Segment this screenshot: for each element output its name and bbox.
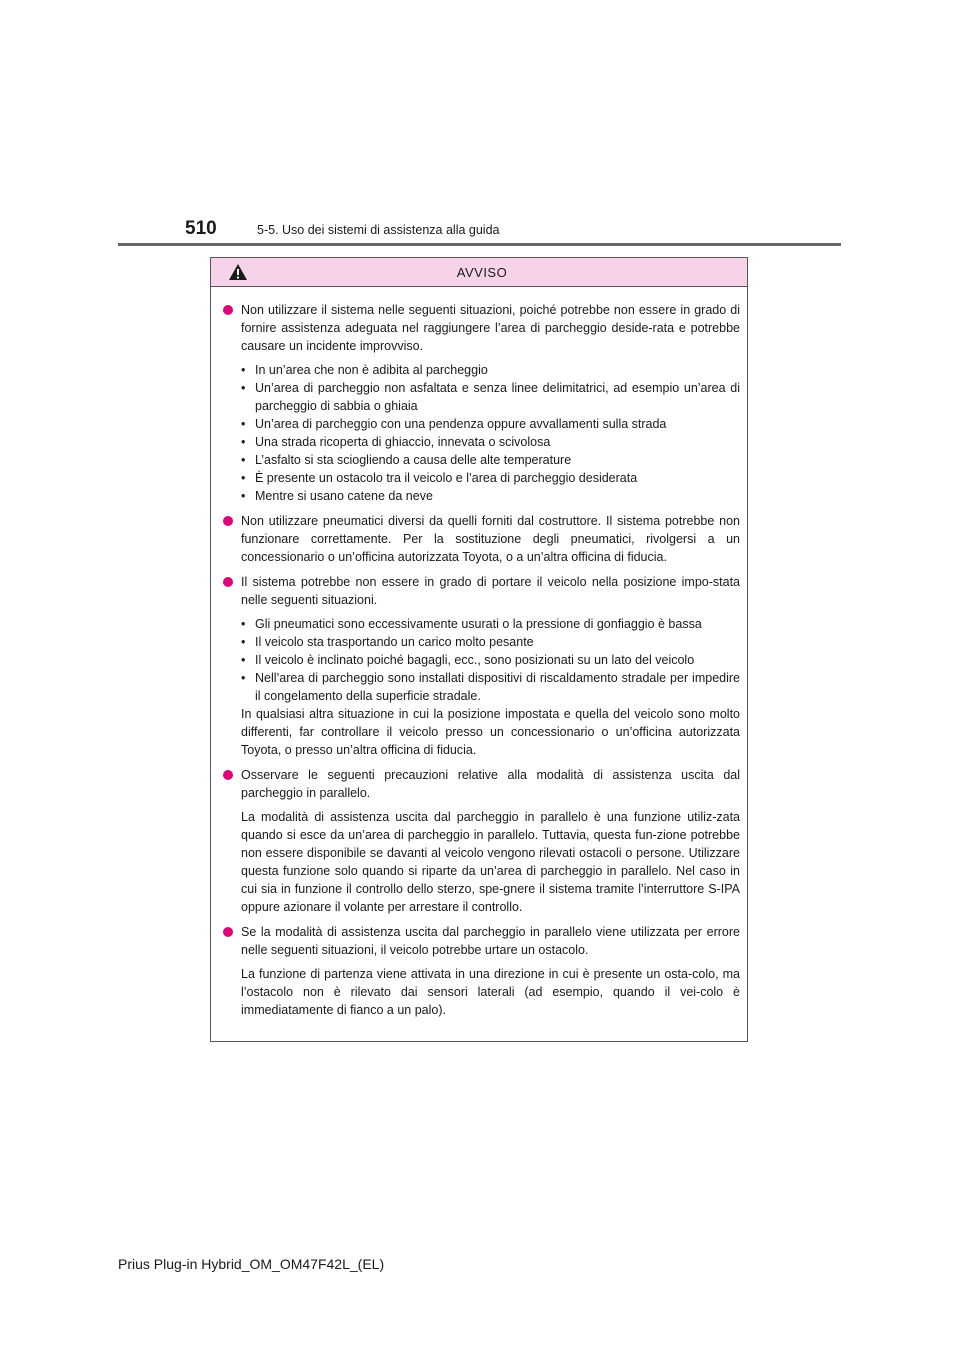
sub-list-text: Mentre si usano catene da neve: [255, 489, 433, 503]
warning-item: [223, 766, 740, 916]
page-number: 510: [185, 218, 217, 239]
sub-list-item: [241, 633, 740, 651]
warning-triangle-icon: [228, 263, 248, 281]
bullet-icon: •: [241, 653, 246, 667]
sub-list-text: Un’area di parcheggio non asfaltata e senza linee delimitatrici, ad esempio un’area di parcheggio di sabbia o ghiaia: [255, 381, 740, 413]
warning-item: [223, 512, 740, 566]
sub-list-text: Il veicolo sta trasportando un carico molto pesante: [255, 635, 534, 649]
warning-paragraph: Osservare le seguenti precauzioni relative alla modalità di assistenza uscita dal parcheggio in parallelo.: [241, 768, 740, 800]
bullet-dot-icon: [223, 516, 233, 526]
sub-list-item: [241, 615, 740, 633]
sub-list-text: Il veicolo è inclinato poiché bagagli, ecc., sono posizionati su un lato del veicolo: [255, 653, 695, 667]
sub-list-item: [241, 361, 740, 379]
sub-list-item: [241, 651, 740, 669]
sub-list: [241, 615, 740, 705]
bullet-dot-icon: [223, 927, 233, 937]
footer-document-id: Prius Plug-in Hybrid_OM_OM47F42L_(EL): [118, 1256, 385, 1272]
sub-list-text: L’asfalto si sta sciogliendo a causa delle alte temperature: [255, 453, 572, 467]
sub-list-text: Una strada ricoperta di ghiaccio, innevata o scivolosa: [255, 435, 551, 449]
sub-list: [241, 361, 740, 505]
bullet-icon: •: [241, 381, 246, 395]
bullet-icon: •: [241, 489, 246, 503]
warning-paragraph: La funzione di partenza viene attivata in una direzione in cui è presente un osta-colo, ma l’ostacolo non è rilevato dai sensori laterali (ad esempio, quando il vei-colo è immediatamente di fianco a un palo).: [241, 967, 740, 1017]
bullet-icon: •: [241, 417, 246, 431]
sub-list-item: [241, 669, 740, 705]
warning-header: [211, 258, 747, 287]
warning-paragraph: Se la modalità di assistenza uscita dal parcheggio in parallelo viene utilizzata per errore nelle seguenti situazioni, il veicolo potrebbe urtare un ostacolo.: [241, 925, 740, 957]
sub-list-text: Nell’area di parcheggio sono installati dispositivi di riscaldamento stradale per impedire il congelamento della superficie stradale.: [255, 671, 740, 703]
sub-list-text: Gli pneumatici sono eccessivamente usurati o la pressione di gonfiaggio è bassa: [255, 617, 702, 631]
warning-paragraph: Il sistema potrebbe non essere in grado di portare il veicolo nella posizione impo-stata nelle seguenti situazioni.: [241, 575, 740, 607]
warning-title: AVVISO: [456, 264, 508, 280]
bullet-dot-icon: [223, 770, 233, 780]
bullet-icon: •: [241, 635, 246, 649]
sub-list-item: [241, 469, 740, 487]
warning-box: [210, 257, 748, 1042]
sub-list-item: [241, 487, 740, 505]
bullet-icon: •: [241, 453, 246, 467]
warning-item: [223, 573, 740, 759]
warning-item: [223, 301, 740, 505]
warning-paragraph: Non utilizzare il sistema nelle seguenti situazioni, poiché potrebbe non essere in grado di fornire assistenza adeguata nel raggiungere l’area di parcheggio deside-rata e potrebbe causare un incidente improvviso.: [241, 303, 740, 353]
warning-paragraph: Non utilizzare pneumatici diversi da quelli forniti dal costruttore. Il sistema potrebbe non funzionare correttamente. Per la sostituzione degli pneumatici, rivolgersi a un concessionario o un’officina autorizzata Toyota, o a un’altra officina di fiducia.: [241, 514, 740, 564]
bullet-dot-icon: [223, 305, 233, 315]
sub-list-item: [241, 451, 740, 469]
bullet-icon: •: [241, 471, 246, 485]
bullet-icon: •: [241, 671, 246, 685]
header-divider: [118, 243, 841, 246]
warning-followup-paragraph: In qualsiasi altra situazione in cui la posizione impostata e quella del veicolo sono molto differenti, far controllare il veicolo presso un concessionario o un’officina autorizzata Toyota, o presso un’altra officina di fiducia.: [241, 707, 740, 757]
sub-list-item: [241, 415, 740, 433]
sub-list-item: [241, 379, 740, 415]
bullet-icon: •: [241, 363, 246, 377]
sub-list-text: È presente un ostacolo tra il veicolo e l’area di parcheggio desiderata: [255, 471, 638, 485]
warning-paragraph: La modalità di assistenza uscita dal parcheggio in parallelo è una funzione utiliz-zata quando si esce da un’area di parcheggio in parallelo. Tuttavia, questa fun-zione potrebbe non essere disponibile se davanti al veicolo vengono rilevati ostacoli o persone. Utilizzare questa funzione solo quando si riparte da un’area di parcheggio in parallelo. Nel caso in cui sia in funzione il controllo dello sterzo, spe-gnere il sistema tramite l’interruttore S-IPA oppure azionare il volante per arrestare il controllo.: [241, 810, 740, 914]
sub-list-item: [241, 433, 740, 451]
sub-list-text: Un’area di parcheggio con una pendenza oppure avvallamenti sulla strada: [255, 417, 667, 431]
sub-list-text: In un’area che non è adibita al parcheggio: [255, 363, 488, 377]
bullet-dot-icon: [223, 577, 233, 587]
warning-body: [211, 287, 747, 1019]
bullet-icon: •: [241, 435, 246, 449]
section-title: 5-5. Uso dei sistemi di assistenza alla guida: [257, 223, 500, 237]
warning-item: [223, 923, 740, 1019]
bullet-icon: •: [241, 617, 246, 631]
